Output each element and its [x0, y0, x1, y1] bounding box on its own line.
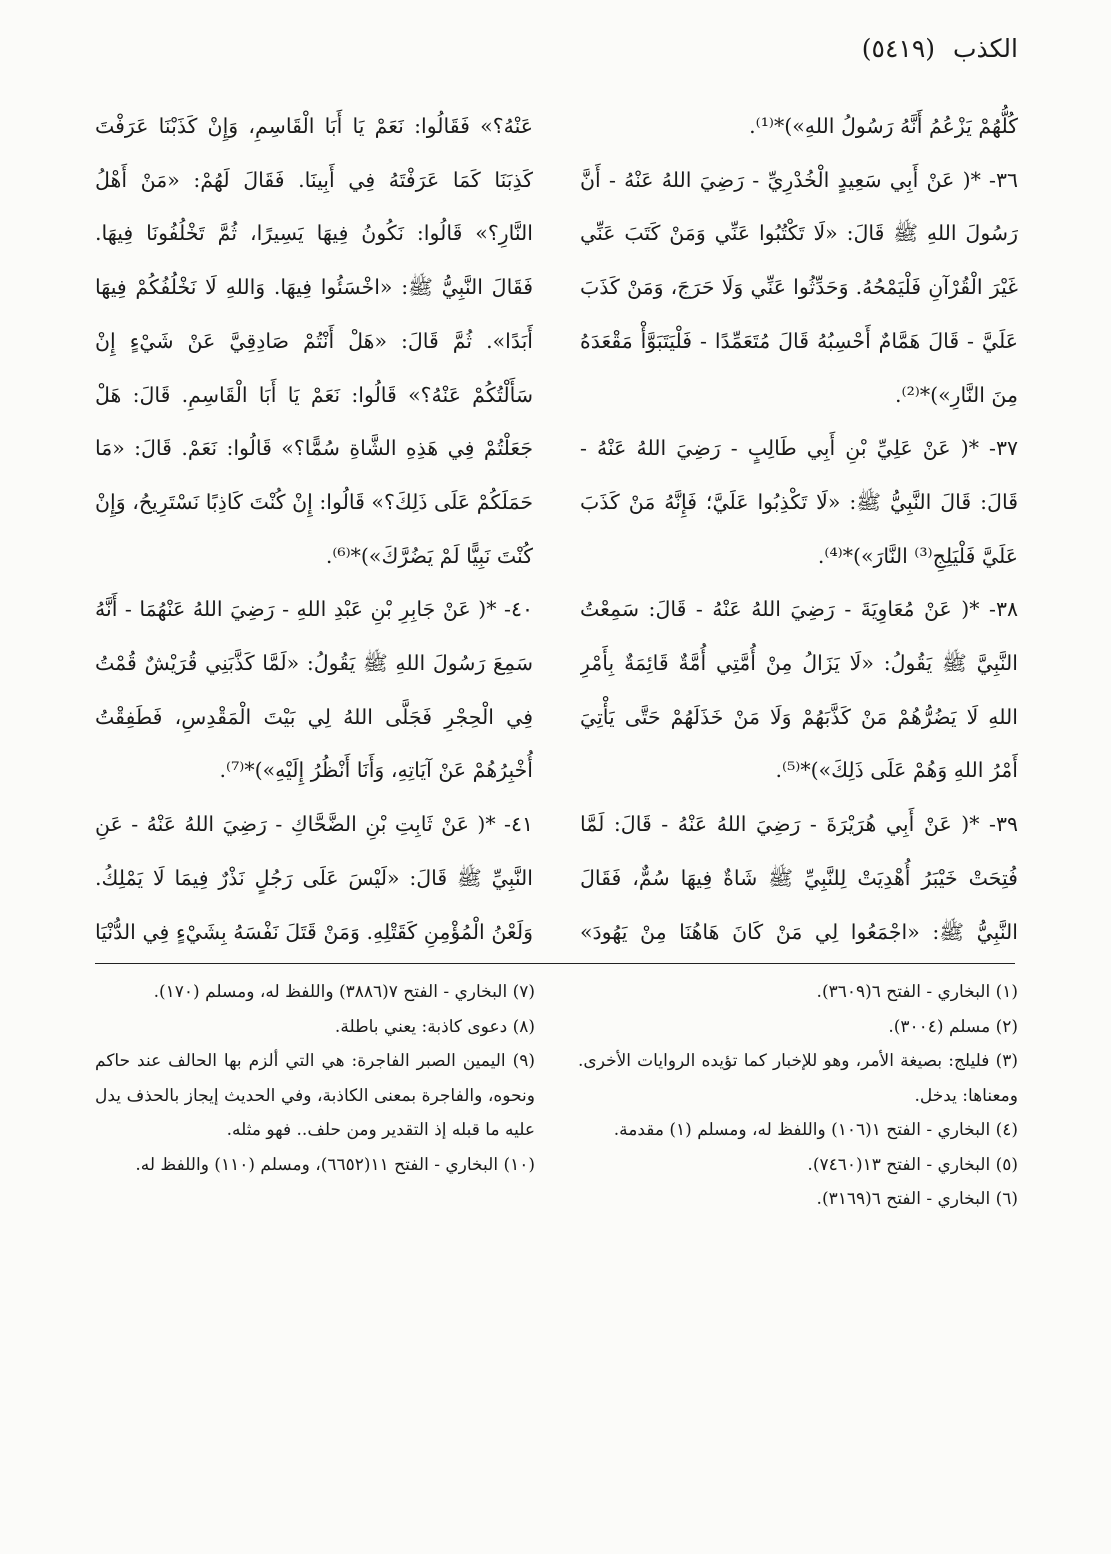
hadith-36: ٣٦- *( عَنْ أَبِي سَعِيدٍ الْخُدْرِيِّ - رَضِيَ اللهُ عَنْهُ - أَنَّ رَسُولَ اللهِ ﷺ قَالَ: «لَا تَكْتُبُوا عَنِّي وَمَنْ كَتَبَ عَنِّي غَيْرَ الْقُرْآنِ فَلْيَمْحُهُ. وَحَدِّثُوا عَنِّي وَلَا حَرَجَ، وَمَنْ كَذَبَ عَلَيَّ - قَالَ هَمَّامٌ أَحْسِبُهُ قَالَ مُتَعَمِّدًا - فَلْيَتَبَوَّأْ مَقْعَدَهُ مِنَ النَّارِ»)*⁽²⁾. [580, 167, 1018, 407]
text-column-left [95, 100, 533, 950]
footnote-6: (٦) البخاري - الفتح ٦(٣١٦٩). [816, 1189, 1018, 1209]
footnote-divider [95, 963, 1015, 964]
hadith-37: ٣٧- *( عَنْ عَلِيِّ بْنِ أَبِي طَالِبٍ - رَضِيَ اللهُ عَنْهُ - قَالَ: قَالَ النَّبِيُّ ﷺ: «لَا تَكْذِبُوا عَلَيَّ؛ فَإِنَّهُ مَنْ كَذَبَ عَلَيَّ فَلْيَلِجِ⁽³⁾ النَّارَ»)*⁽⁴⁾. [580, 436, 1018, 568]
footnote-10: (١٠) البخاري - الفتح ١١(٦٦٥٢)، ومسلم (١١٠) واللفظ له. [135, 1154, 535, 1175]
footnotes-left [95, 975, 535, 1515]
text-column-right [580, 100, 1018, 950]
footnote-3: (٣) فليلج: بصيغة الأمر، وهو للإخبار كما تؤيده الروايات الأخرى. ومعناها: يدخل. [578, 1051, 1018, 1106]
footnote-4: (٤) البخاري - الفتح ١(١٠٦) واللفظ له، ومسلم (١) مقدمة. [613, 1120, 1018, 1140]
hadith-39-continued: عَنْهُ؟» فَقَالُوا: نَعَمْ يَا أَبَا الْقَاسِمِ، وَإِنْ كَذَبْنَا عَرَفْتَ كَذِبَنَا كَمَا عَرَفْتَهُ فِي أَبِينَا. فَقَالَ لَهُمْ: «مَنْ أَهْلُ النَّارِ؟» قَالُوا: نَكُونُ فِيهَا يَسِيرًا، ثُمَّ تَخْلُفُونَا فِيهَا. فَقَالَ النَّبِيُّ ﷺ: «اخْسَئُوا فِيهَا. وَاللهِ لَا نَخْلُفُكُمْ فِيهَا أَبَدًا». ثُمَّ قَالَ: «هَلْ أَنْتُمْ صَادِقِيَّ عَنْ شَيْءٍ إِنْ سَأَلْتُكُمْ عَنْهُ؟» قَالُوا: نَعَمْ يَا أَبَا الْقَاسِمِ. قَالَ: هَلْ جَعَلْتُمْ فِي هَذِهِ الشَّاةِ سُمًّا؟» قَالُوا: نَعَمْ. قَالَ: «مَا حَمَلَكُمْ عَلَى ذَلِكَ؟» قَالُوا: إِنْ كُنْتَ كَاذِبًا نَسْتَرِيحُ، وَإِنْ كُنْتَ نَبِيًّا لَمْ يَضُرَّكَ»)*⁽⁶⁾. [95, 114, 533, 568]
hadith-41: ٤١- *( عَنْ ثَابِتِ بْنِ الضَّحَّاكِ - رَضِيَ اللهُ عَنْهُ - عَنِ النَّبِيِّ ﷺ قَالَ: «لَيْسَ عَلَى رَجُلٍ نَذْرٌ فِيمَا لَا يَمْلِكُ. وَلَعْنُ الْمُؤْمِنِ كَقَتْلِهِ. وَمَنْ قَتَلَ نَفْسَهُ بِشَيْءٍ فِي الدُّنْيَا [95, 812, 533, 944]
footnotes-right [578, 975, 1018, 1515]
footnote-8: (٨) دعوى كاذبة: يعني باطلة. [334, 1016, 535, 1037]
hadith-38: ٣٨- *( عَنْ مُعَاوِيَةَ - رَضِيَ اللهُ عَنْهُ - قَالَ: سَمِعْتُ النَّبِيَّ ﷺ يَقُولُ: «لَا يَزَالُ مِنْ أُمَّتِي أُمَّةٌ قَائِمَةٌ بِأَمْرِ اللهِ لَا يَضُرُّهُمْ مَنْ كَذَّبَهُمْ وَلَا مَنْ خَذَلَهُمْ حَتَّى يَأْتِيَ أَمْرُ اللهِ وَهُمْ عَلَى ذَلِكَ»)*⁽⁵⁾. [580, 597, 1018, 783]
page-number: (٥٤١٩) [861, 34, 936, 63]
running-head [862, 34, 1018, 63]
footnote-1: (١) البخاري - الفتح ٦(٣٦٠٩). [816, 982, 1018, 1002]
chapter-title: الكذب [952, 34, 1018, 63]
footnote-9: (٩) اليمين الصبر الفاجرة: هي التي ألزم بها الحالف عند حاكم ونحوه، والفاجرة بمعنى الكاذبة، وفي الحديث إيجاز بالحذف يدل عليه ما قبله إذ التقدير ومن حلف.. فهو مثله. [95, 1051, 535, 1140]
footnote-7: (٧) البخاري - الفتح ٧(٣٨٨٦) واللفظ له، ومسلم (١٧٠). [153, 982, 535, 1002]
paragraph: كُلُّهُمْ يَزْعُمُ أَنَّهُ رَسُولُ اللهِ»)*⁽¹⁾. [749, 114, 1018, 138]
footnote-5: (٥) البخاري - الفتح ١٣(٧٤٦٠). [807, 1154, 1018, 1175]
hadith-40: ٤٠- *( عَنْ جَابِرِ بْنِ عَبْدِ اللهِ - رَضِيَ اللهُ عَنْهُمَا - أَنَّهُ سَمِعَ رَسُولَ اللهِ ﷺ يَقُولُ: «لَمَّا كَذَّبَنِي قُرَيْشٌ قُمْتُ فِي الْحِجْرِ فَجَلَّى اللهُ لِي بَيْتَ الْمَقْدِسِ، فَطَفِقْتُ أُخْبِرُهُمْ عَنْ آيَاتِهِ، وَأَنَا أَنْظُرُ إِلَيْهِ»)*⁽⁷⁾. [95, 597, 533, 783]
hadith-39: ٣٩- *( عَنْ أَبِي هُرَيْرَةَ - رَضِيَ اللهُ عَنْهُ - قَالَ: لَمَّا فُتِحَتْ خَيْبَرُ أُهْدِيَتْ لِلنَّبِيِّ ﷺ شَاةٌ فِيهَا سُمٌّ، فَقَالَ النَّبِيُّ ﷺ: «اجْمَعُوا لِي مَنْ كَانَ هَاهُنَا مِنْ يَهُودَ» [580, 812, 1018, 944]
footnote-2: (٢) مسلم (٣٠٠٤). [888, 1016, 1018, 1037]
